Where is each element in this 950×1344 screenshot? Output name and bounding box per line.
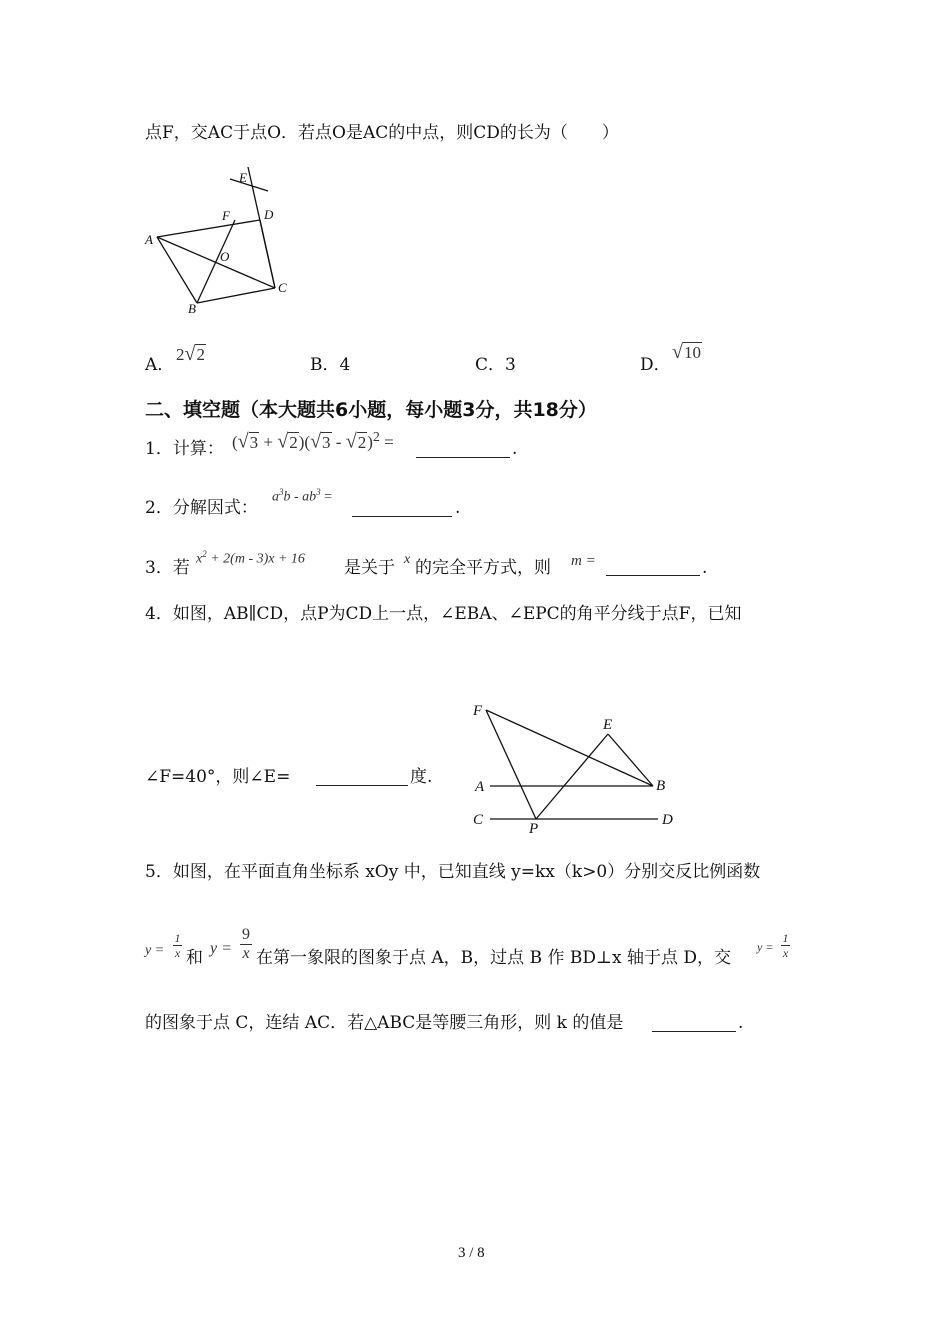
line-ad [157, 220, 260, 237]
option-d-label: D． [640, 355, 671, 375]
q5-n3: 1 [782, 931, 789, 945]
q4-line1: 4．如图，AB∥CD，点P为CD上一点，∠EBA、∠EPC的角平分线于点F，已知 [145, 604, 742, 624]
option-a-label: A． [145, 355, 175, 375]
q5-y3: y = [757, 940, 774, 954]
q1-r3b: 3 [322, 432, 331, 452]
option-b-value: 4 [339, 355, 351, 375]
option-b [310, 357, 350, 374]
q1-paren-open: ( [232, 432, 238, 452]
line-fb [486, 710, 653, 786]
q1-close: ) [367, 432, 373, 452]
label-d: D [264, 207, 274, 222]
q5-line1: 5．如图，在平面直角坐标系 xOy 中，已知直线 y=kx（k>0）分别交反比例函数 [145, 862, 761, 882]
label-f: F [473, 703, 483, 719]
q3-answer-blank[interactable] [606, 575, 700, 576]
q5-d3: x [782, 946, 789, 960]
question-tail: 点F，交AC于点O．若点O是AC的中点，则CD的长为（ ） [145, 123, 619, 143]
q2-text: 2．分解因式： [145, 498, 258, 518]
q4-end: 度. [410, 767, 433, 787]
q3-var: x [404, 552, 411, 567]
q1-end: . [512, 439, 518, 459]
line-pe [536, 734, 608, 819]
section-heading: 二、填空题（本大题共6小题，每小题3分，共18分） [145, 399, 597, 421]
label-e: E [239, 170, 247, 185]
q1-answer-blank[interactable] [416, 457, 510, 458]
q2-answer-blank[interactable] [352, 516, 452, 517]
q5-answer-blank[interactable] [652, 1031, 736, 1032]
q2-end: . [455, 498, 461, 518]
option-b-label: B． [310, 355, 340, 375]
option-d-radicand: 10 [683, 343, 701, 362]
q3-x: x [196, 551, 203, 567]
page-number: 3 / 8 [458, 1245, 485, 1261]
q1-plus: + [263, 432, 273, 452]
label-b: B [188, 301, 196, 316]
q1-text: 1．计算： [145, 439, 224, 459]
q2-a: a [272, 489, 279, 505]
label-o: O [220, 249, 230, 264]
q2-expression [272, 488, 332, 505]
option-a-radicand: 2 [196, 345, 205, 364]
q5-end: . [738, 1013, 744, 1033]
q5-frac3 [781, 932, 790, 959]
arc-mark [230, 179, 268, 191]
line-fp [486, 710, 536, 819]
q1-r2: 2 [289, 432, 298, 452]
q5-n2: 9 [242, 926, 250, 943]
q5-line3: 的图象于点 C，连结 AC．若△ABC是等腰三角形，则 k 的值是 [145, 1013, 624, 1033]
option-a-value: 2√2 [176, 343, 205, 365]
q3-mid: 是关于 [344, 558, 395, 578]
option-c-value: 3 [505, 355, 516, 375]
label-c: C [278, 280, 287, 295]
q3-end: . [702, 558, 708, 578]
option-c [475, 357, 516, 374]
q2-b: b - ab [283, 489, 317, 505]
q5-y2: y = [210, 940, 232, 957]
q1-minus: - [335, 432, 342, 452]
q1-expression: (√3 + √2)(√3 - √2)$^2$ = [232, 430, 394, 453]
label-a: A [145, 232, 153, 247]
q4-answer-blank[interactable] [316, 785, 408, 786]
option-d-value: √10 [672, 341, 701, 363]
label-p: P [529, 821, 539, 837]
q3-pre: 3．若 [145, 558, 190, 578]
q5-mid: 在第一象限的图象于点 A，B，过点 B 作 BD⊥x 轴于点 D，交 [256, 948, 732, 968]
line-dc [260, 220, 275, 288]
q5-frac2 [240, 927, 252, 962]
parallel-lines-figure [470, 700, 685, 835]
line-bc [197, 288, 275, 303]
label-c: C [473, 812, 484, 828]
line-ab [157, 237, 197, 303]
label-d: D [662, 812, 673, 828]
q1-r3: 3 [249, 432, 259, 452]
q5-d2: x [242, 945, 250, 962]
option-c-label: C． [475, 355, 506, 375]
option-a-coef: 2 [176, 345, 185, 364]
label-b: B [656, 778, 666, 794]
label-e: E [603, 717, 613, 733]
q1-exp: 2 [372, 430, 380, 445]
q5-and: 和 [186, 948, 203, 968]
q4-line2: ∠F=40°，则∠E= [145, 767, 291, 787]
q3-rest: + 2(m - 3)x + 16 [210, 551, 305, 567]
q5-n1: 1 [174, 931, 181, 945]
q5-d1: x [174, 946, 181, 960]
label-f: F [222, 208, 230, 223]
quadrilateral-figure [140, 165, 300, 315]
q5-frac1 [173, 932, 182, 959]
q3-expression [196, 550, 305, 567]
q5-y1: y = [145, 943, 165, 958]
q2-e2: 3 [316, 487, 321, 497]
q3-e: 2 [202, 549, 207, 559]
q2-eq: = [324, 489, 333, 505]
q1-mid: )( [298, 432, 311, 452]
q3-m: m = [571, 553, 596, 569]
q1-r2b: 2 [357, 432, 367, 452]
q3-post: 的完全平方式，则 [415, 558, 551, 578]
q1-eq: = [384, 432, 394, 452]
q2-e1: 3 [279, 487, 284, 497]
line-eb [608, 734, 653, 786]
label-a: A [475, 779, 485, 795]
